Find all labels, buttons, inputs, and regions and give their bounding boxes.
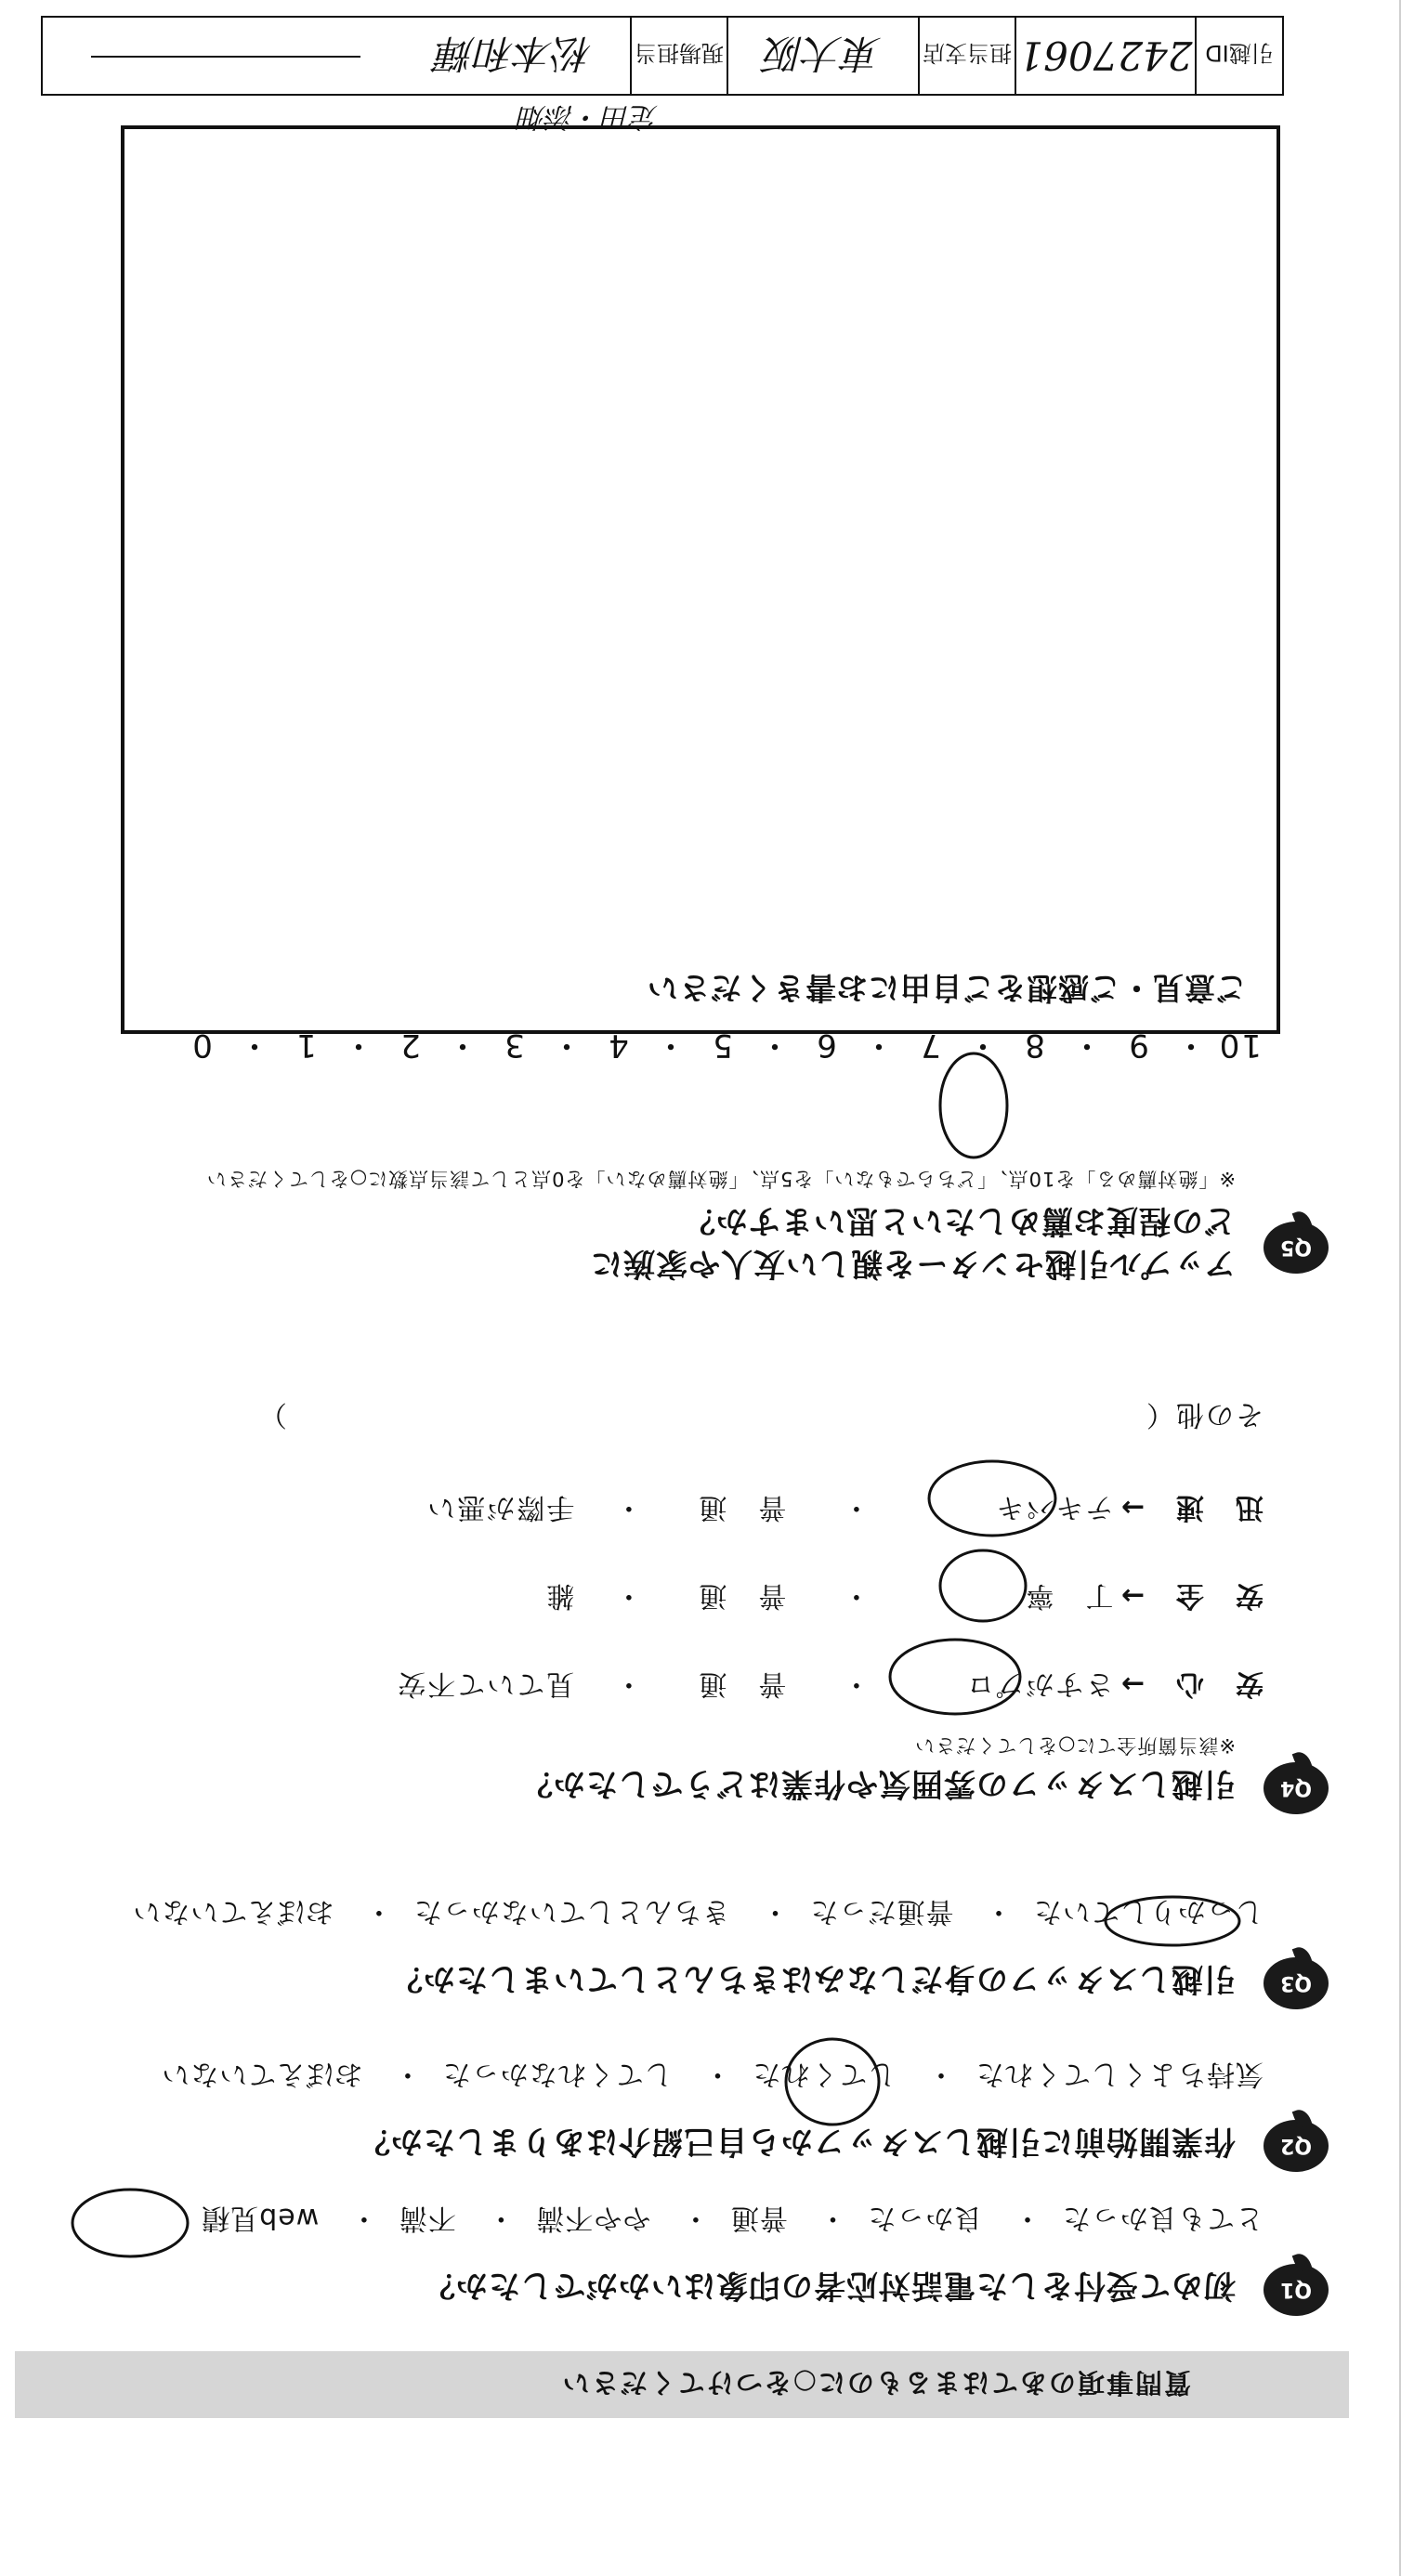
q5-score-dot: ・ bbox=[1173, 1026, 1207, 1064]
q5-text-line1: アップル引越センターを親しい友人や家族に bbox=[590, 1245, 1236, 1282]
q1-option-web[interactable]: web見積 bbox=[201, 2202, 320, 2234]
header-branch-value: 東大阪 bbox=[727, 18, 918, 94]
q5-badge: Q5 bbox=[1264, 1222, 1329, 1274]
q2-text: 作業開始前に引越しスタッフから自己紹介はありましたか？ bbox=[358, 2123, 1236, 2160]
question-4 bbox=[28, 1398, 1313, 1805]
question-1 bbox=[28, 2202, 1313, 2307]
q4-option[interactable]: テキパキ bbox=[994, 1491, 1114, 1523]
q1-badge: Q1 bbox=[1264, 2264, 1329, 2316]
q5-score-dot: ・ bbox=[237, 1026, 270, 1064]
q5-note: ※「絶対薦める」を10点、「どちらでもない」を5点、「絶対薦めない」を0点として該当点数に○をしてください bbox=[205, 1168, 1236, 1190]
q4-other-label: その他（ bbox=[1145, 1398, 1264, 1431]
q5-score-option[interactable]: 6 bbox=[815, 1026, 837, 1064]
q5-score-option[interactable]: 4 bbox=[607, 1026, 629, 1064]
header-id-label: 引越ID bbox=[1195, 18, 1282, 94]
q5-score-dot: ・ bbox=[757, 1026, 791, 1064]
q5-score-option[interactable]: 1 bbox=[295, 1026, 317, 1064]
q2-options: 気持ちよくしてくれた・ してくれた・ してくれなかった・ おぼえていない bbox=[161, 2058, 1264, 2090]
q4-row-anzen: 安 全 → 丁 寧 ・ 普 通 ・ 雑 bbox=[544, 1578, 1264, 1619]
q5-score-dot: ・ bbox=[1069, 1026, 1103, 1064]
q5-score-dot: ・ bbox=[861, 1026, 895, 1064]
q4-other-close: ） bbox=[256, 1398, 287, 1431]
q5-score-option[interactable]: 2 bbox=[399, 1026, 421, 1064]
q5-score-option[interactable]: 7 bbox=[919, 1026, 941, 1064]
instruction-text: 質問事項のあてはまるものに○をつけてください bbox=[560, 2367, 1191, 2399]
q5-score-option[interactable]: 9 bbox=[1127, 1026, 1149, 1064]
q2-option[interactable]: してくれなかった bbox=[441, 2058, 673, 2090]
comment-box[interactable] bbox=[121, 125, 1280, 1034]
q4-option[interactable]: 普 通 bbox=[697, 1491, 787, 1523]
header-staff-value: 松本和輝 bbox=[436, 31, 593, 76]
q4-row-label: 安 全 → bbox=[1119, 1579, 1264, 1612]
q3-badge: Q3 bbox=[1264, 1957, 1329, 2009]
q2-option[interactable]: 気持ちよくしてくれた bbox=[975, 2058, 1264, 2090]
header-table bbox=[41, 16, 1284, 96]
q1-option[interactable]: やや不満 bbox=[535, 2202, 651, 2234]
question-5 bbox=[28, 1166, 1313, 1285]
q3-option[interactable]: きちんとしていなかった bbox=[412, 1895, 730, 1928]
q4-row-label: 迅 速 → bbox=[1119, 1491, 1264, 1523]
q5-score-dot: ・ bbox=[965, 1026, 999, 1064]
q4-row-jinsoku: 迅 速 → テキパキ ・ 普 通 ・ 手際が悪い bbox=[426, 1490, 1264, 1531]
q2-option[interactable]: おぼえていない bbox=[161, 2058, 363, 2090]
q4-option[interactable]: さすがプロ bbox=[964, 1667, 1114, 1700]
q1-option[interactable]: とても良かった bbox=[1062, 2202, 1264, 2234]
comment-title: ご意見・ご感想をご自由にお書きください bbox=[647, 970, 1247, 1006]
q3-option[interactable]: しっかりしていた bbox=[1033, 1895, 1264, 1928]
q1-text: 初めて受付をした電話対応者の印象はいかがでしたか？ bbox=[423, 2267, 1236, 2304]
q5-score-option[interactable]: 3 bbox=[503, 1026, 525, 1064]
q5-score-option[interactable]: 10 bbox=[1217, 1026, 1262, 1064]
header-branch-label: 担当支店 bbox=[918, 18, 1015, 94]
q2-badge: Q2 bbox=[1264, 2120, 1329, 2172]
q5-score-dot: ・ bbox=[549, 1026, 583, 1064]
header-id-value: 2427061 bbox=[1015, 18, 1195, 94]
question-3 bbox=[28, 1895, 1313, 2000]
q4-text: 引越しスタッフの雰囲気や作業はどうでしたか？ bbox=[520, 1765, 1236, 1802]
q4-option[interactable]: 雑 bbox=[544, 1579, 575, 1612]
q4-row-label: 安 心 → bbox=[1119, 1667, 1264, 1700]
q2-option[interactable]: してくれた bbox=[752, 2058, 897, 2090]
q4-row-anshin: 安 心 → さすがプロ ・ 普 通 ・ 見ていて不安 bbox=[396, 1667, 1264, 1707]
q5-score-dot: ・ bbox=[341, 1026, 374, 1064]
q5-score-option[interactable]: 8 bbox=[1023, 1026, 1045, 1064]
q4-badge: Q4 bbox=[1264, 1762, 1329, 1814]
header-staff-note: 定田・添畑 bbox=[518, 100, 658, 133]
question-2 bbox=[28, 2058, 1313, 2163]
q4-note: ※該当箇所全てに○をしてください bbox=[914, 1734, 1236, 1757]
q1-option[interactable]: 不満 bbox=[398, 2202, 456, 2234]
q3-option[interactable]: おぼえていない bbox=[132, 1895, 334, 1928]
q1-option[interactable]: 普通 bbox=[729, 2202, 788, 2234]
q1-options: とても良かった・ 良かった・ 普通・ やや不満・ 不満・ web見積 bbox=[201, 2202, 1264, 2234]
q4-row-other bbox=[257, 1397, 1264, 1438]
q4-option[interactable]: 普 通 bbox=[697, 1579, 787, 1612]
q4-option[interactable]: 丁 寧 bbox=[1024, 1579, 1114, 1612]
q5-score-dot: ・ bbox=[653, 1026, 687, 1064]
q3-options: しっかりしていた・ 普通だった・ きちんとしていなかった・ おぼえていない bbox=[132, 1895, 1264, 1928]
q5-score-option[interactable]: 5 bbox=[711, 1026, 733, 1064]
q4-option[interactable]: 見ていて不安 bbox=[396, 1667, 575, 1700]
q4-option[interactable]: 普 通 bbox=[697, 1667, 787, 1700]
circle-mark-q1 bbox=[72, 2190, 188, 2256]
q1-option[interactable]: 良かった bbox=[867, 2202, 983, 2234]
header-staff-label: 現場担当 bbox=[630, 18, 727, 94]
q5-text-line2: どの程度お薦めしたいと思いますか？ bbox=[683, 1202, 1236, 1239]
instruction-band bbox=[15, 2351, 1349, 2418]
q5-score-dot: ・ bbox=[445, 1026, 478, 1064]
q5-score-option[interactable]: 0 bbox=[190, 1026, 213, 1064]
q4-option[interactable]: 手際が悪い bbox=[426, 1491, 575, 1523]
q3-text: 引越しスタッフの身だしなみはきちんとしていましたか？ bbox=[390, 1960, 1236, 1997]
q3-option[interactable]: 普通だった bbox=[809, 1895, 954, 1928]
scan-edge bbox=[1386, 0, 1401, 2576]
